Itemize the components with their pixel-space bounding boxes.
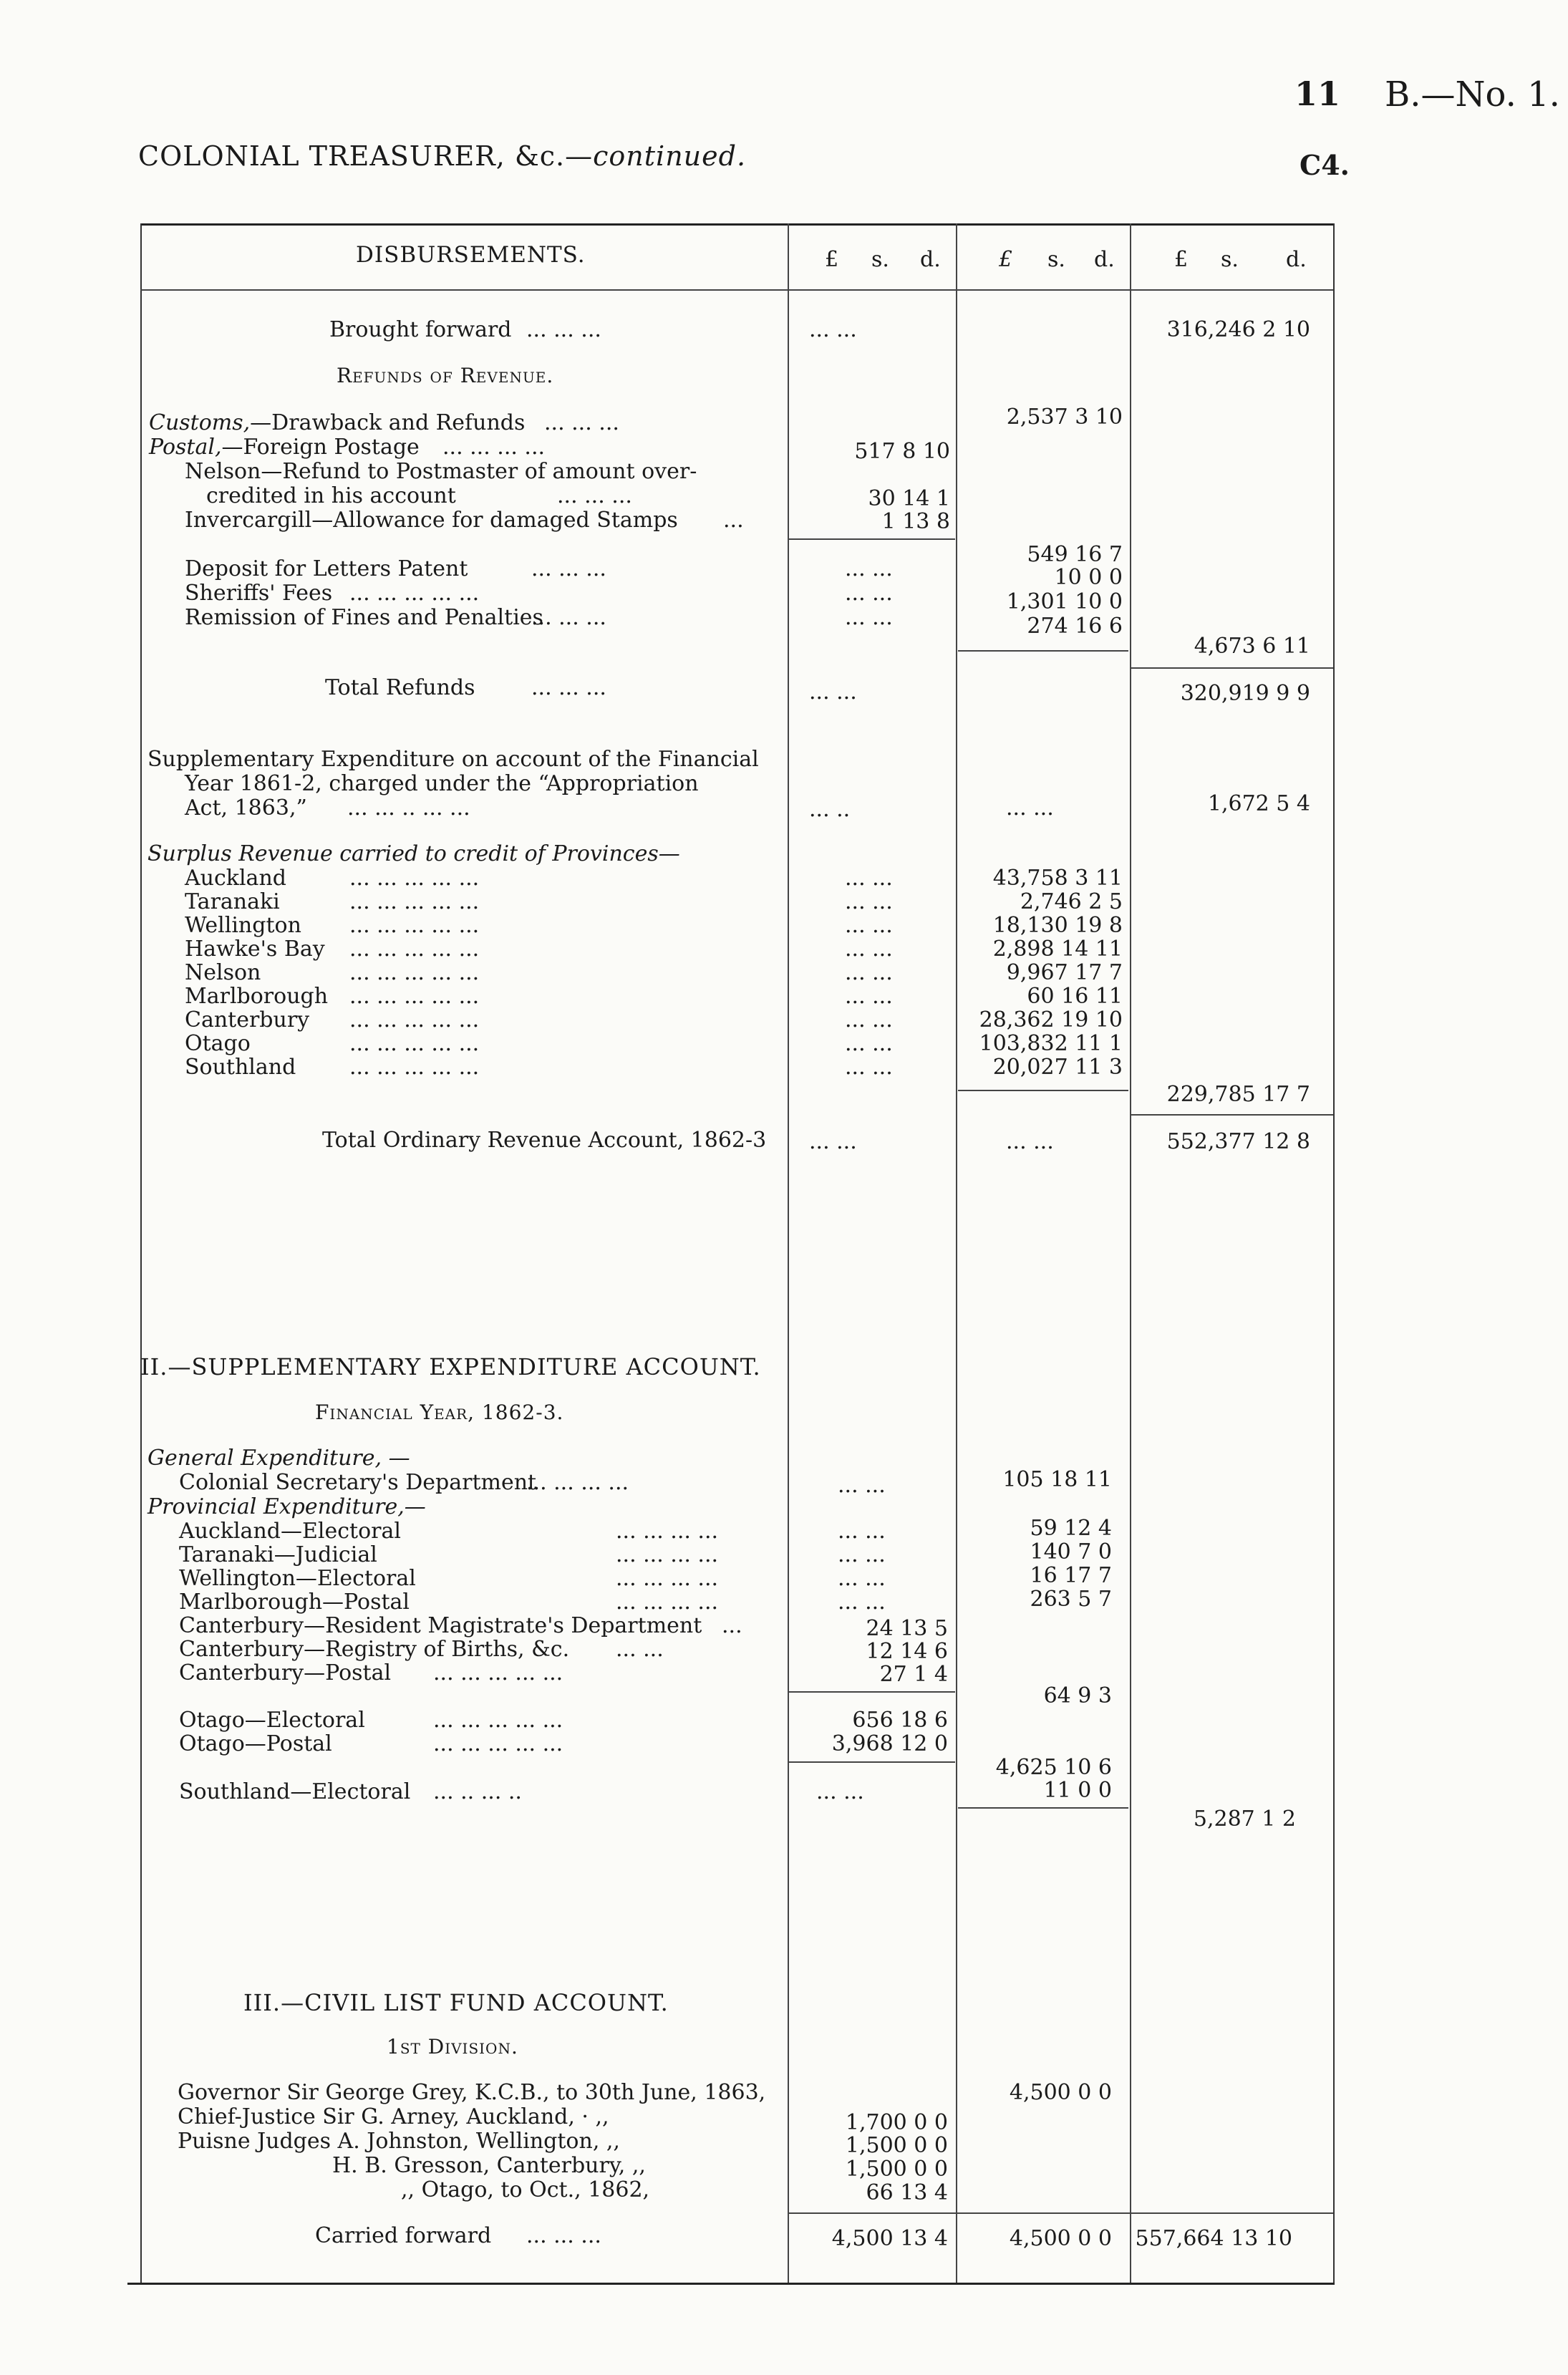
province-c1: ... ...	[845, 984, 893, 1009]
supp-item-c2: 59 12 4	[1030, 1516, 1112, 1541]
sheriffs-dots: ... ... ... ... ...	[349, 581, 480, 606]
deposit-c1: ... ...	[845, 556, 893, 581]
supp-item-dots: ... ... ... ...	[616, 1542, 719, 1567]
provinces-subtotal-rule	[958, 1090, 1128, 1091]
total-refunds-dots: ... ... ...	[531, 675, 606, 700]
refunds-sum-c3: 4,673 6 11	[1194, 634, 1310, 659]
supp-line3: Act, 1863,”	[185, 795, 307, 821]
colonial-secretary-row: Colonial Secretary's Department	[179, 1470, 537, 1495]
surplus-heading: Surplus Revenue carried to credit of Provinces—	[147, 841, 680, 866]
supp-item-c1: 12 14 6	[866, 1639, 948, 1664]
col1-pounds: £	[825, 247, 839, 272]
civil-list-c1: 1,500 0 0	[845, 2157, 948, 2182]
supp-line1: Supplementary Expenditure on account of the Financial	[147, 747, 759, 772]
civil-list-line: H. B. Gresson, Canterbury, ,,	[332, 2153, 646, 2178]
supp-item-c1: ... ...	[838, 1590, 886, 1615]
colonial-secretary-dots: ... ... ... ...	[526, 1470, 629, 1495]
province-c2: 43,758 3 11	[992, 866, 1123, 891]
canterbury-total-c2: 64 9 3	[1043, 1683, 1112, 1708]
supp-line2: Year 1861-2, charged under the “Appropriation	[185, 771, 699, 796]
supp-item-label: Taranaki—Judicial	[179, 1542, 377, 1567]
province-dots: ... ... ... ... ...	[349, 1055, 480, 1080]
general-expenditure-heading: General Expenditure, —	[147, 1446, 410, 1471]
document-reference: B.—No. 1.	[1385, 74, 1560, 115]
total-refunds-label: Total Refunds	[325, 675, 475, 700]
col3-shillings: s.	[1221, 247, 1239, 272]
header-rule	[140, 289, 1333, 291]
supp-c3: 1,672 5 4	[1207, 791, 1310, 816]
colonial-secretary-c2: 105 18 11	[1002, 1467, 1112, 1492]
civil-list-line: ,, Otago, to Oct., 1862,	[401, 2177, 650, 2202]
province-name: Otago	[185, 1031, 251, 1056]
supp-dots: ... ... .. ... ...	[347, 795, 470, 821]
provinces-sum-c3: 229,785 17 7	[1166, 1082, 1310, 1107]
refunds-subtotal-rule	[958, 650, 1128, 652]
supp-item-c1: 27 1 4	[879, 1662, 948, 1687]
civil-list-heading: III.—CIVIL LIST FUND ACCOUNT.	[243, 1989, 669, 2016]
page-number: 11	[1294, 74, 1341, 113]
financial-year-heading: Financial Year, 1862-3.	[315, 1401, 564, 1424]
province-dots: ... ... ... ... ...	[349, 984, 480, 1009]
province-c1: ... ...	[845, 1007, 893, 1032]
supplementary-subtotal-rule	[958, 1807, 1128, 1809]
province-c1: ... ...	[845, 960, 893, 985]
province-name: Hawke's Bay	[185, 937, 325, 962]
total-ordinary-c3: 552,377 12 8	[1166, 1129, 1310, 1154]
supp-item-label: Wellington—Electoral	[179, 1566, 416, 1591]
province-name: Marlborough	[185, 984, 329, 1009]
province-dots: ... ... ... ... ...	[349, 1031, 480, 1056]
supp-item-c1: ... ...	[838, 1542, 886, 1567]
otago-electoral-c1: 656 18 6	[852, 1708, 948, 1733]
southland-electoral-label: Southland—Electoral	[179, 1779, 411, 1804]
otago-electoral-dots: ... ... ... ... ...	[433, 1708, 563, 1733]
carried-forward-dots: ... ... ...	[526, 2223, 601, 2248]
supp-item-dots: ... ... ... ...	[616, 1566, 719, 1591]
province-name: Canterbury	[185, 1007, 310, 1032]
disbursements-heading: DISBURSEMENTS.	[356, 242, 586, 268]
remission-c1: ... ...	[845, 605, 893, 630]
civil-list-c1: 1,700 0 0	[845, 2110, 948, 2135]
supp-item-c2: 16 17 7	[1030, 1563, 1112, 1588]
remission-c2: 274 16 6	[1027, 614, 1123, 639]
supp-c1: ... ..	[809, 797, 851, 822]
ordinary-total-rule	[1131, 1114, 1333, 1116]
col3-pence: d.	[1286, 247, 1307, 272]
total-ordinary-c2: ... ...	[1006, 1129, 1054, 1154]
col1-shillings: s.	[871, 247, 889, 272]
civil-list-c1: 1,500 0 0	[845, 2133, 948, 2158]
remission-dots: ... ... ...	[531, 605, 606, 630]
table-right-rule	[1333, 223, 1335, 2283]
refunds-heading: Refunds of Revenue.	[337, 364, 554, 387]
supp-item-dots: ... ... ... ...	[616, 1590, 719, 1615]
sheriffs-c2: 1,301 10 0	[1006, 589, 1123, 614]
supp-item-c1: ... ...	[838, 1519, 886, 1544]
province-c2: 60 16 11	[1027, 984, 1123, 1009]
supp-item-label: Auckland—Electoral	[179, 1519, 401, 1544]
supp-item-label: Canterbury—Resident Magistrate's Department	[179, 1613, 702, 1638]
otago-total-c2: 4,625 10 6	[995, 1755, 1112, 1780]
province-c1: ... ...	[845, 866, 893, 891]
postal-total-c2: 549 16 7	[1027, 542, 1123, 567]
carried-forward-rule	[789, 2212, 1333, 2214]
supp-item-label: Canterbury—Postal	[179, 1660, 392, 1685]
province-dots: ... ... ... ... ...	[349, 1007, 480, 1032]
postal-subtotal-rule	[789, 538, 955, 540]
supp-item-c2: 263 5 7	[1030, 1587, 1112, 1612]
province-dots: ... ... ... ... ...	[349, 937, 480, 962]
supp-item-c1: 24 13 5	[866, 1616, 948, 1641]
province-c1: ... ...	[845, 1031, 893, 1056]
province-c1: ... ...	[845, 913, 893, 938]
otago-electoral-label: Otago—Electoral	[179, 1708, 365, 1733]
canterbury-subtotal-rule	[789, 1691, 955, 1693]
provincial-expenditure-heading: Provincial Expenditure,—	[147, 1494, 426, 1519]
nelson-dots: ... ... ...	[557, 483, 632, 508]
otago-subtotal-rule	[789, 1761, 955, 1763]
supplementary-total-c3: 5,287 1 2	[1193, 1806, 1296, 1832]
brought-forward-label: Brought forward	[329, 317, 512, 342]
carried-forward-label: Carried forward	[315, 2223, 492, 2248]
carried-forward-c1: 4,500 13 4	[831, 2226, 948, 2251]
deposit-c2: 10 0 0	[1054, 565, 1123, 590]
table-top-rule	[140, 223, 1335, 226]
nelson-line2: credited in his account	[206, 483, 456, 508]
province-c2: 103,832 11 1	[979, 1031, 1123, 1056]
province-name: Auckland	[185, 866, 286, 891]
postal-c1: 517 8 10	[854, 439, 950, 464]
invercargill-c1: 1 13 8	[881, 509, 950, 534]
col2-pounds: £	[999, 247, 1013, 272]
brought-forward-c1: ... ...	[809, 317, 857, 342]
province-name: Southland	[185, 1055, 296, 1080]
table-bottom-rule	[127, 2283, 1335, 2285]
invercargill-dots: ...	[723, 508, 744, 533]
column-divider-2	[956, 223, 957, 2283]
supp-item-c1: ... ...	[838, 1566, 886, 1591]
nelson-c1: 30 14 1	[868, 486, 950, 511]
first-division-heading: 1st Division.	[387, 2035, 518, 2059]
province-c2: 2,898 14 11	[992, 937, 1123, 962]
remission-row: Remission of Fines and Penalties	[185, 605, 543, 630]
brought-forward-dots: ... ... ...	[526, 317, 601, 342]
civil-list-line: Puisne Judges A. Johnston, Wellington, ,,	[178, 2129, 620, 2154]
supp-item-label: Canterbury—Registry of Births, &c.	[179, 1637, 570, 1662]
southland-electoral-c2: 11 0 0	[1043, 1778, 1112, 1803]
supp-item-dots: ... ... ... ... ...	[433, 1660, 563, 1685]
province-c2: 9,967 17 7	[1006, 960, 1123, 985]
col2-pence: d.	[1094, 247, 1115, 272]
postal-row: Postal,—Foreign Postage	[149, 435, 420, 460]
province-c2: 2,746 2 5	[1020, 889, 1123, 914]
carried-forward-c3: 557,664 13 10	[1135, 2226, 1292, 2251]
province-dots: ... ... ... ... ...	[349, 866, 480, 891]
column-divider-3	[1130, 223, 1131, 2283]
otago-postal-label: Otago—Postal	[179, 1731, 332, 1756]
province-dots: ... ... ... ... ...	[349, 889, 480, 914]
province-name: Taranaki	[185, 889, 280, 914]
page-subref: C4.	[1300, 149, 1350, 181]
total-refunds-c1: ... ...	[809, 679, 857, 705]
province-c2: 18,130 19 8	[992, 913, 1123, 938]
deposit-dots: ... ... ...	[531, 556, 606, 581]
supp-item-dots: ... ... ... ...	[616, 1519, 719, 1544]
civil-list-line: Governor Sir George Grey, K.C.B., to 30th June, 1863,	[178, 2080, 766, 2105]
province-c1: ... ...	[845, 889, 893, 914]
southland-electoral-dots: ... .. ... ..	[433, 1779, 522, 1804]
supp-item-label: Marlborough—Postal	[179, 1590, 410, 1615]
page-title: COLONIAL TREASURER, &c.—continued.	[138, 140, 747, 172]
deposit-row: Deposit for Letters Patent	[185, 556, 468, 581]
postal-dots: ... ... ... ...	[442, 435, 546, 460]
invercargill-row: Invercargill—Allowance for damaged Stamps	[185, 508, 678, 533]
customs-c2: 2,537 3 10	[1006, 405, 1123, 430]
sheriffs-c1: ... ...	[845, 581, 893, 606]
civil-list-c2: 4,500 0 0	[1009, 2080, 1112, 2105]
otago-postal-c1: 3,968 12 0	[831, 1731, 948, 1756]
col2-shillings: s.	[1047, 247, 1065, 272]
col1-pence: d.	[920, 247, 941, 272]
supp-item-dots: ...	[722, 1613, 742, 1638]
refunds-total-rule	[1131, 667, 1333, 669]
carried-forward-c2: 4,500 0 0	[1009, 2226, 1112, 2251]
province-dots: ... ... ... ... ...	[349, 960, 480, 985]
customs-dots: ... ... ...	[544, 410, 619, 435]
sheriffs-row: Sheriffs' Fees	[185, 581, 333, 606]
province-dots: ... ... ... ... ...	[349, 913, 480, 938]
province-c1: ... ...	[845, 937, 893, 962]
province-c2: 20,027 11 3	[992, 1055, 1123, 1080]
supplementary-section-heading: II.—SUPPLEMENTARY EXPENDITURE ACCOUNT.	[140, 1353, 761, 1380]
province-c1: ... ...	[845, 1055, 893, 1080]
civil-list-c1: 66 13 4	[866, 2180, 948, 2205]
customs-row: Customs,—Drawback and Refunds	[149, 410, 526, 435]
province-name: Wellington	[185, 913, 301, 938]
total-ordinary-c1: ... ...	[809, 1129, 857, 1154]
province-name: Nelson	[185, 960, 261, 985]
table-left-rule	[140, 223, 142, 2283]
civil-list-line: Chief-Justice Sir G. Arney, Auckland, · ,,	[178, 2104, 609, 2129]
southland-electoral-c1: ... ...	[816, 1779, 864, 1804]
brought-forward-c3: 316,246 2 10	[1166, 317, 1310, 342]
supp-item-dots: ... ...	[616, 1637, 664, 1662]
nelson-line1: Nelson—Refund to Postmaster of amount over-	[185, 459, 697, 484]
otago-postal-dots: ... ... ... ... ...	[433, 1731, 563, 1756]
province-c2: 28,362 19 10	[979, 1007, 1123, 1032]
total-refunds-c3: 320,919 9 9	[1180, 681, 1310, 706]
supp-item-c2: 140 7 0	[1030, 1539, 1112, 1564]
col3-pounds: £	[1174, 247, 1189, 272]
total-ordinary-label: Total Ordinary Revenue Account, 1862-3	[322, 1128, 767, 1153]
colonial-secretary-c1: ... ...	[838, 1473, 886, 1498]
supp-c2: ... ...	[1006, 795, 1054, 821]
